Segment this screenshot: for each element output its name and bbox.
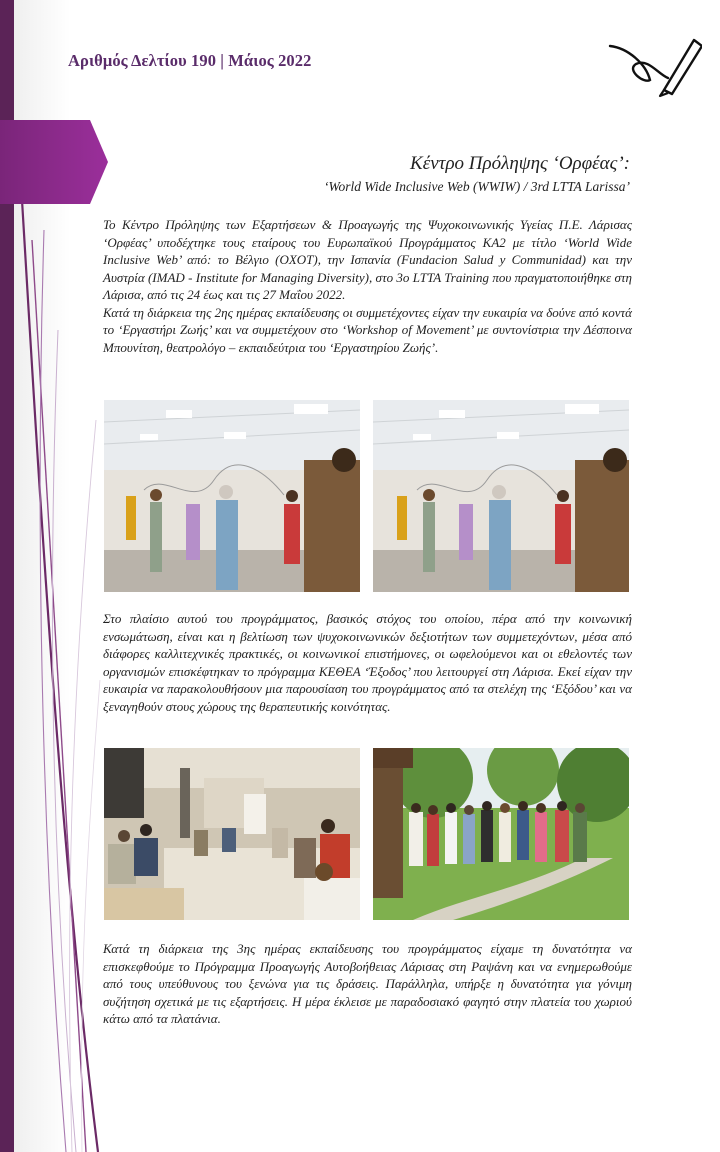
group-outdoor-photo [373, 748, 629, 920]
paragraph-partners: Το Κέντρο Πρόληψης των Εξαρτήσεων & Προαγωγής της Ψυχοκοινωνικής Υγείας Π.Ε. Λάρισας ‘Ορφέας’ υποδέχτηκε τους εταίρους του Ευρωπαϊκού Προγράμματος KA2 με τίτλο ‘World Wide Inclusive Web’ από: το Βέλγιο (ΟΧΟΤ), την Ισπανία (Fundacion Salud y Communidad) και την Αυστρία (IMAD - Institute for Managing Diversity), στο 3o LTTA Training που πραγματοποιήθηκε στη Λάρισα, από τις 24 έως και τις 27 Μαΐου 2022. [103, 217, 632, 302]
article-title: Κέντρο Πρόληψης ‘Ορφέας’: [410, 153, 630, 174]
workshop-photo-2 [373, 400, 629, 592]
article-intro [103, 216, 632, 356]
workshop-photo-1 [104, 400, 360, 592]
paragraph-day-two: Κατά τη διάρκεια της 2ης ημέρας εκπαίδευσης οι συμμετέχοντες είχαν την ευκαιρία να δούνε από κοντά το ‘Εργαστήρι Ζωής’ και να συμμετέχουν στο ‘Workshop of Movement’ με συντονίστρια την Δέσποινα Μπουνίτση, θεατρολόγο – εκπαιδεύτρια του ‘Εργαστηρίου Ζωής’. [103, 304, 632, 355]
newsletter-issue-title: Αριθμός Δελτίου 190 | Μάιος 2022 [68, 51, 312, 70]
presentation-room-photo [104, 748, 360, 920]
paragraph-kethea-visit: Στο πλαίσιο αυτού του προγράμματος, βασικός στόχος του οποίου, πέρα από την κοινωνική ενσωμάτωση, είναι και η βελτίωση των ψυχοκοινωνικών δεξιοτήτων των συμμετεχόντων, μέσα από διάφορες καλλιτεχνικές πρακτικές, οι κοινωνικοί επιστήμονες, οι ωφελούμενοι και οι εθελοντές των οργανισμών επισκέφτηκαν το πρόγραμμα ΚΕΘΕΑ ‘Έξοδος’ που λειτουργεί στη Λάρισα. Εκεί είχαν την ευκαιρία να παρακολουθήσουν μια παρουσίαση του προγράμματος από τα στελέχη της ‘Εξόδου’ και να ξεναγηθούν στους χώρους της θεραπευτικής κοινότητας. [103, 611, 632, 714]
section-tab-marker [0, 118, 110, 206]
article-subtitle: ‘World Wide Inclusive Web (WWIW) / 3rd LTTA Larissa’ [324, 179, 630, 194]
pen-signature-icon [606, 30, 702, 98]
paragraph-day-three: Κατά τη διάρκεια της 3ης ημέρας εκπαίδευσης του προγράμματος είχαμε τη δυνατότητα να επισκεφθούμε το Πρόγραμμα Προαγωγής Αυτοβοήθειας Λάρισας στη Ραψάνη και να ενημερωθούμε από τους υπεύθυνους του ξενώνα για τις δράσεις. Παράλληλα, υπήρξε η δυνατότητα για γόνιμη συζήτηση σχετικά με τις εξαρτήσεις. Η μέρα έκλεισε με παραδοσιακό φαγητό στην πλατεία του χωριού κάτω από τα πλατάνια. [103, 941, 632, 1026]
